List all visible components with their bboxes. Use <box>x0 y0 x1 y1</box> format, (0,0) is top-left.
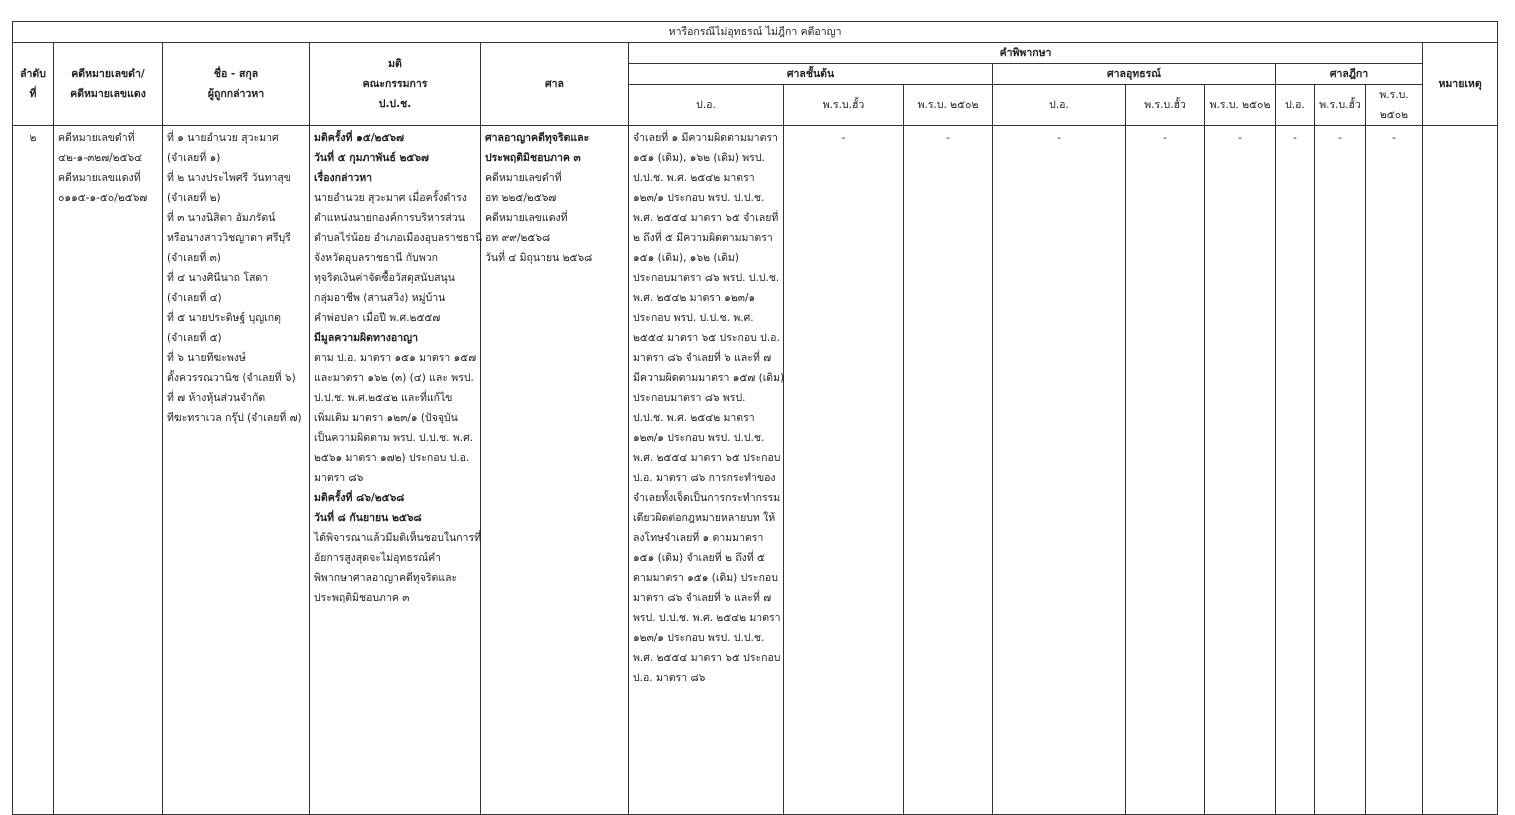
text-line: ที่ ๓ นางนิสิตา อัมภรัตน์ <box>167 212 276 224</box>
text-line: คดีหมายเลขแดงที่ <box>58 172 141 184</box>
header-resolution-line1: มติ <box>388 58 402 70</box>
text-line: ได้พิจารณาแล้วมีมติเห็นชอบในการที่ <box>314 532 482 544</box>
text-line: ๒๕๖๑ มาตรา ๑๗๒) ประกอบ ป.อ. <box>314 452 470 464</box>
header-resolution-line2: คณะกรรมการ <box>362 78 428 90</box>
header-supreme-prb-2502 <box>1366 85 1423 126</box>
cell-first-prb-hua: - <box>784 126 904 815</box>
text-line: พ.ศ. ๒๕๕๔ มาตรา ๖๕ ประกอบ <box>633 652 781 664</box>
header-case-no <box>54 43 163 126</box>
text-line: ๑๒๓/๑ ประกอบ พรป. ป.ป.ช. <box>633 432 765 444</box>
cell-remarks <box>1423 126 1498 815</box>
text-line: ๔๒-๑-๓๒๗/๒๕๖๔ <box>58 152 143 164</box>
cell-names <box>163 126 310 815</box>
text-line: วันที่ ๔ มิถุนายน ๒๕๖๘ <box>485 252 593 264</box>
text-line: ประกอบมาตรา ๘๖ พรป. ป.ป.ช. <box>633 272 780 284</box>
header-supreme-prb-line1: พ.ร.บ. <box>1379 89 1409 101</box>
text-line: หรือนางสาววิชญาดา ศรีบุรี <box>167 232 291 244</box>
header-supreme-court: ศาลฎีกา <box>1276 64 1423 85</box>
text-line: ป.อ. มาตรา ๘๖ <box>633 672 706 684</box>
cell-appeal-prb-2502: - <box>1205 126 1276 815</box>
text-line: เป็นความผิดตาม พรป. ป.ป.ช. พ.ศ. <box>314 432 474 444</box>
text-line: พ.ศ. ๒๕๕๔ มาตรา ๖๕ ประกอบ <box>633 452 781 464</box>
text-line: อท ๒๒๕/๒๕๖๗ <box>485 192 557 204</box>
text-line: ๑๕๑ (เดิม), ๑๖๒ (เดิม) พรป. <box>633 152 765 164</box>
text-line: เรื่องกล่าวหา <box>314 172 373 184</box>
header-appeal-prb-2502: พ.ร.บ. ๒๕๐๒ <box>1205 85 1276 126</box>
text-line: ๑๕๑ (เดิม) จำเลยที่ ๒ ถึงที่ ๕ <box>633 552 765 564</box>
text-line: และมาตรา ๑๖๒ (๓) (๔) และ พรป. <box>314 372 474 384</box>
cell-court <box>481 126 629 815</box>
text-line: จำเลยที่ ๑ มีความผิดตามมาตรา <box>633 132 778 144</box>
text-line: ตามมาตรา ๑๕๑ (เดิม) ประกอบ <box>633 572 778 584</box>
header-appeal-prb-hua: พ.ร.บ.ฮั้ว <box>1126 85 1205 126</box>
text-line: ประกอบมาตรา ๘๖ พรป. <box>633 392 746 404</box>
text-line: วันที่ ๘ กันยายน ๒๕๖๘ <box>314 512 422 524</box>
text-line: คดีหมายเลขดำที่ <box>58 132 135 144</box>
cell-case-no <box>54 126 163 815</box>
text-line: ลงโทษจำเลยที่ ๑ ตามมาตรา <box>633 532 764 544</box>
header-appeal-po: ป.อ. <box>993 85 1126 126</box>
text-line: (จำเลยที่ ๔) <box>167 292 222 304</box>
text-line: มาตรา ๘๖ จำเลยที่ ๖ และที่ ๗ <box>633 592 772 604</box>
text-line: มาตรา ๘๖ <box>314 472 364 484</box>
text-line: (จำเลยที่ ๕) <box>167 332 222 344</box>
header-name <box>163 43 310 126</box>
text-line: (จำเลยที่ ๒) <box>167 192 221 204</box>
text-line: ที่ ๕ นายประดิษฐ์ บุญเกตุ <box>167 312 281 324</box>
text-line: ๐๑๑๕-๑-๕๐/๒๕๖๗ <box>58 192 148 204</box>
text-line: คดีหมายเลขดำที่ <box>485 172 562 184</box>
table-row <box>13 126 1498 815</box>
header-seq-label: ลำดับที่ <box>20 68 46 100</box>
header-appeal-court: ศาลอุทธรณ์ <box>993 64 1276 85</box>
table-title: หารือกรณีไม่อุทธรณ์ ไม่ฎีกา คดีอาญา <box>13 22 1498 43</box>
cell-supreme-prb-2502: - <box>1366 126 1423 815</box>
text-line: วันที่ ๕ กุมภาพันธ์ ๒๕๖๗ <box>314 152 429 164</box>
text-line: อัยการสูงสุดจะไม่อุทธรณ์คำ <box>314 552 442 564</box>
header-supreme-prb-line2: ๒๕๐๒ <box>1379 109 1409 121</box>
header-case-no-line1: คดีหมายเลขดำ/ <box>71 68 145 80</box>
header-first-prb-hua: พ.ร.บ.ฮั้ว <box>784 85 904 126</box>
cell-resolution <box>310 126 481 815</box>
header-name-line2: ผู้ถูกกล่าวหา <box>207 88 265 100</box>
header-judgment: คำพิพากษา <box>629 43 1423 64</box>
cell-supreme-prb-hua: - <box>1315 126 1366 815</box>
text-line: มีความผิดตามมาตรา ๑๕๗ (เดิม) <box>633 372 785 384</box>
text-line: จำเลยทั้งเจ็ดเป็นการกระทำกรรม <box>633 492 781 504</box>
text-line: ป.ป.ช. พ.ศ. ๒๕๔๒ มาตรา <box>633 412 755 424</box>
header-resolution-line3: ป.ป.ช. <box>378 98 412 110</box>
text-line: ประพฤติมิชอบภาค ๓ <box>314 592 410 604</box>
text-line: อท ๙๙/๒๕๖๘ <box>485 232 551 244</box>
header-resolution <box>310 43 481 126</box>
cell-seq: ๒ <box>13 126 54 815</box>
text-line: ป.ป.ช. พ.ศ.๒๕๔๒ และที่แก้ไข <box>314 392 453 404</box>
text-line: ๒๕๕๔ มาตรา ๖๕ ประกอบ ป.อ. <box>633 332 780 344</box>
text-line: มติครั้งที่ ๘๖/๒๕๖๘ <box>314 492 405 504</box>
cell-first-po <box>629 126 784 815</box>
text-line: ทุจริตเงินค่าจัดซื้อวัสดุสนับสนุน <box>314 272 455 284</box>
text-line: ป.อ. มาตรา ๘๖ การกระทำของ <box>633 472 776 484</box>
text-line: มติครั้งที่ ๑๕/๒๕๖๗ <box>314 132 404 144</box>
header-first-court: ศาลชั้นต้น <box>629 64 993 85</box>
text-line: คดีหมายเลขแดงที่ <box>485 212 568 224</box>
text-line: ป.ป.ช. พ.ศ. ๒๕๔๒ มาตรา <box>633 172 755 184</box>
header-first-po: ป.อ. <box>629 85 784 126</box>
text-line: ที่ ๖ นายทีฆะพงษ์ <box>167 352 246 364</box>
cell-first-prb-2502: - <box>904 126 993 815</box>
header-seq <box>13 43 54 126</box>
text-line: พรป. ป.ป.ช. พ.ศ. ๒๕๔๒ มาตรา <box>633 612 781 624</box>
text-line: ที่ ๗ ห้างหุ้นส่วนจำกัด <box>167 392 266 404</box>
text-line: ประกอบ พรป. ป.ป.ช. พ.ศ. <box>633 312 754 324</box>
header-court: ศาล <box>481 43 629 126</box>
text-line: ที่ ๑ นายอำนวย สุวะมาศ <box>167 132 279 144</box>
text-line: ๑๕๑ (เดิม), ๑๖๒ (เดิม) <box>633 252 739 264</box>
text-line: ๑๒๓/๑ ประกอบ พรป. ป.ป.ช. <box>633 192 765 204</box>
text-line: เพิ่มเติม มาตรา ๑๒๓/๑ (ปัจจุบัน <box>314 412 458 424</box>
header-first-prb-2502: พ.ร.บ. ๒๕๐๒ <box>904 85 993 126</box>
text-line: คำพ่อปลา เมื่อปี พ.ศ.๒๕๕๗ <box>314 312 441 324</box>
text-line: ตั้งควรรณวานิช (จำเลยที่ ๖) <box>167 372 296 384</box>
header-case-no-line2: คดีหมายเลขแดง <box>70 88 146 100</box>
case-table <box>12 21 1498 815</box>
text-line: ตาม ป.อ. มาตรา ๑๕๑ มาตรา ๑๕๗ <box>314 352 477 364</box>
text-line: ที่ ๒ นางประไพศรี วันทาสุข <box>167 172 291 184</box>
text-line: ทีฆะทราเวล กรุ๊ป (จำเลยที่ ๗) <box>167 412 302 424</box>
text-line: เดียวผิดต่อกฎหมายหลายบท ให้ <box>633 512 776 524</box>
header-remarks: หมายเหตุ <box>1423 43 1498 126</box>
text-line: ตำแหน่งนายกองค์การบริหารส่วน <box>314 212 465 224</box>
text-line: ประพฤติมิชอบภาค ๓ <box>485 152 581 164</box>
cell-appeal-prb-hua: - <box>1126 126 1205 815</box>
text-line: ตำบลไร่น้อย อำเภอเมืองอุบลราชธานี <box>314 232 483 244</box>
text-line: กลุ่มอาชีพ (สานสวิง) หมู่บ้าน <box>314 292 446 304</box>
text-line: ๒ ถึงที่ ๕ มีความผิดตามมาตรา <box>633 232 773 244</box>
cell-appeal-po: - <box>993 126 1126 815</box>
text-line: (จำเลยที่ ๓) <box>167 252 221 264</box>
text-line: ที่ ๔ นางศินีนาถ โสดา <box>167 272 269 284</box>
text-line: (จำเลยที่ ๑) <box>167 152 221 164</box>
text-line: พิพากษาศาลอาญาคดีทุจริตและ <box>314 572 458 584</box>
header-supreme-po: ป.อ. <box>1276 85 1315 126</box>
text-line: พ.ศ. ๒๕๕๔ มาตรา ๖๕ จำเลยที่ <box>633 212 779 224</box>
text-line: พ.ศ. ๒๕๔๒ มาตรา ๑๒๓/๑ <box>633 292 756 304</box>
text-line: จังหวัดอุบลราชธานี กับพวก <box>314 252 439 264</box>
text-line: มาตรา ๘๖ จำเลยที่ ๖ และที่ ๗ <box>633 352 772 364</box>
text-line: นายอำนวย สุวะมาศ เมื่อครั้งดำรง <box>314 192 467 204</box>
text-line: ๑๒๓/๑ ประกอบ พรป. ป.ป.ช. <box>633 632 765 644</box>
cell-supreme-po: - <box>1276 126 1315 815</box>
header-supreme-prb-hua: พ.ร.บ.ฮั้ว <box>1315 85 1366 126</box>
text-line: ศาลอาญาคดีทุจริตและ <box>485 132 590 144</box>
header-name-line1: ชื่อ - สกุล <box>213 68 259 80</box>
text-line: มีมูลความผิดทางอาญา <box>314 332 418 344</box>
